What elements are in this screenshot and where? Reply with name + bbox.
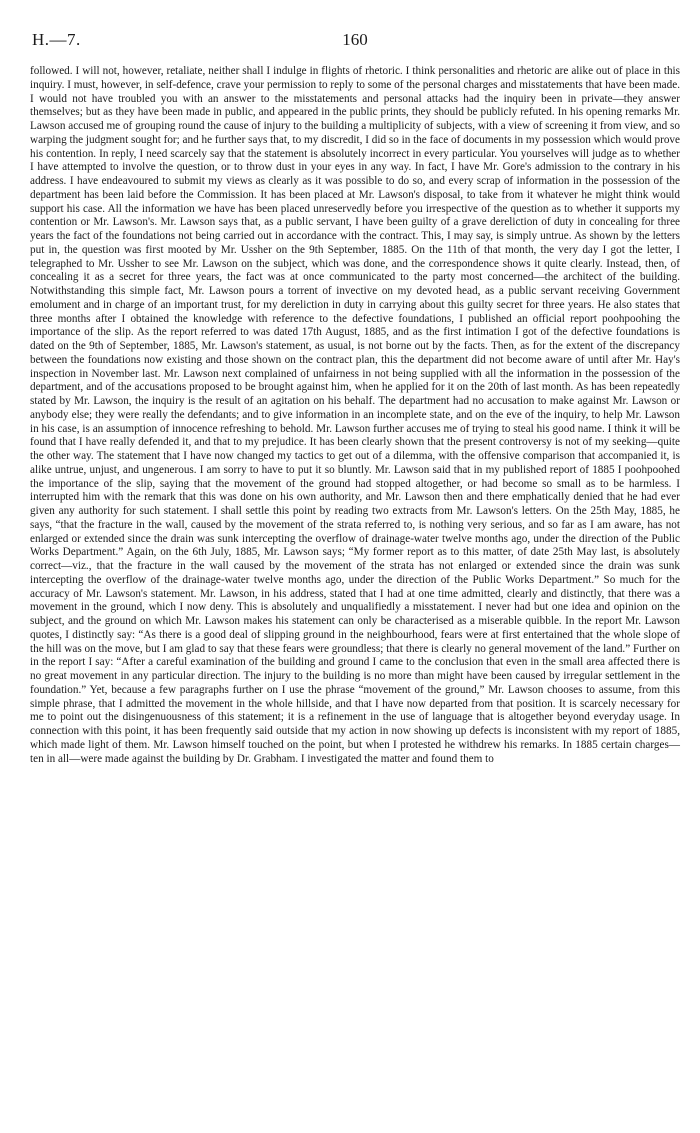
page-number: 160 — [342, 30, 368, 49]
document-reference: H.—7. — [32, 30, 81, 49]
document-page — [30, 28, 680, 766]
body-paragraph: followed. I will not, however, retaliate, neither shall I indulge in flights of rhetoric. I think personalities and rhetoric are alike out of place in this inquiry. I must, however, in self-defence, crave your permission to reply to some of the personal charges and misstatements that have been made. I would not have troubled you with an answer to the misstatements and personal attacks had the inquiry been in private—they answer themselves; but as they have been made in public, and appeared in the public prints, they should be publicly refuted. In his opening remarks Mr. Lawson accused me of grouping round the cause of injury to the building a multiplicity of subjects, with a view of screening it from view, and so warping the judgment sought for; and he further says that, to my discredit, I did so in the face of documents in my possession which would prove his contention. In reply, I need scarcely say that the statement is absolutely incorrect in every particular. You yourselves will judge as to whether I have attempted to involve the question, or to throw dust in your eyes in any way. In fact, I have Mr. Gore's admission to the contrary in his address. I have endeavoured to submit my views as clearly as it was possible to do so, and every scrap of information in the possession of the department has been laid before the Commission. It has been placed at Mr. Lawson's disposal, to take from it whatever he might think would support his case. All the information we have has been placed unreservedly before you irrespective of the question as to whether it supports my contention or Mr. Lawson's. Mr. Lawson says that, as a public servant, I have been guilty of a grave dereliction of duty in concealing for three years the fact of the foundations not being carried out in accordance with the contract. This, I may say, is simply untrue. As shown by the letters put in, the question was first mooted by Mr. Ussher on the 9th September, 1885. On the 11th of that month, the very day I got the letter, I telegraphed to Mr. Ussher to see Mr. Lawson on the subject, which was done, and the correspondence shows it quite clearly. Instead, then, of concealing it as a secret for three years, the fact was at once communicated to the party most concerned—the architect of the building. Notwithstanding this simple fact, Mr. Lawson pours a torrent of invective on my devoted head, as a public servant receiving Government emolument and in charge of an important trust, for my dereliction in duty in carrying about this guilty secret for three years. He also states that three months after I obtained the knowledge with reference to the defective foundations, I published an official report poohpoohing the importance of the slip. As the report referred to was dated 17th August, 1885, and as the first intimation I got of the defective foundations is dated on the 9th of September, 1885, Mr. Lawson's statement, as usual, is not borne out by the facts. Then, as for the extent of the discrepancy between the foundations now existing and those shown on the contract plan, this the department did not become aware of until after Mr. Hay's inspection in November last. Mr. Lawson next complained of unfairness in not being supplied with all the information in the possession of the department, and of the accusations proposed to be brought against him, when he applied for it on the 20th of last month. As has been repeatedly stated by Mr. Lawson, the inquiry is the result of an agitation on his behalf. The department had no accusation to make against Mr. Lawson or anybody else; they were really the defendants; and to give information in an incomplete state, and on the eve of the inquiry, to help Mr. Lawson in his case, is an assumption of innocence refreshing to behold. Mr. Lawson further accuses me of trying to steal his good name. I think it will be found that I have really defended it, and that to my prejudice. It has been clearly shown that the present controversy is not of my seeking—quite the other way. The statement that I have now changed my tactics to get out of a dilemma, with the offensive comparison that accompanied it, is alike untrue, unjust, and ungenerous. I am sorry to have to put it so bluntly. Mr. Lawson said that in my published report of 1885 I poohpoohed the importance of the slip, saying that the movement of the ground had stopped altogether, or had become so small as to be harmless. I interrupted him with the remark that this was done on his own authority, and Mr. Lawson then and there emphatically denied that he had ever given any authority for such statement. I shall settle this point by reading two extracts from Mr. Lawson's letters. On the 25th May, 1885, he says, “that the fracture in the wall, caused by the movement of the strata referred to, is nothing very serious, and so far as I am aware, has not enlarged or extended since the drain was sunk intercepting the overflow of drainage-water twelve months ago, under the direction of the Public Works Department.” Again, on the 6th July, 1885, Mr. Lawson says; “My former report as to this matter, of date 25th May last, is absolutely correct—viz., that the fracture in the wall caused by the movement of the strata has not enlarged or extended since the drain was sunk intercepting the overflow of the drainage-water twelve months ago, under the direction of the Public Works Department.” So much for the accuracy of Mr. Lawson's statement. Mr. Lawson, in his address, stated that I had at one time admitted, clearly and distinctly, that there was a movement in the ground, which I now deny. This is absolutely and unqualifiedly a misstatement. I never had but one idea and opinion on the subject, and the ground on which Mr. Lawson makes his statement can only be characterised as a miserable quibble. In the report Mr. Lawson quotes, I distinctly say: “As there is a good deal of slipping ground in the neighbourhood, fears were at first entertained that the whole slope of the hill was on the move, but I am glad to say that these fears were groundless; that there is clearly no general movement of the land.” Further on in the report I say: “After a careful examination of the building and ground I came to the conclusion that even in the small area affected there is no great movement in any particular direction. The injury to the building is no more than might have been caused by irregular settlement in the foundation.” Yet, because a few paragraphs further on I use the phrase “movement of the ground,” Mr. Lawson chooses to assume, from this simple phrase, that I admitted the movement in the whole hillside, and that I have now departed from that position. It is scarcely necessary for me to point out the disingenuousness of this statement; it is a refinement in the use of language that is altogether beyond everyday usage. In connection with this point, it has been frequently said outside that my action in now showing up defects is inconsistent with my report of 1885, which made light of them. Mr. Lawson himself touched on the point, but when I protested he withdrew his remarks. In 1885 certain charges—ten in all—were made against the building by Dr. Grabham. I investigated the matter and found them to — [30, 65, 680, 765]
page-header — [30, 28, 680, 58]
